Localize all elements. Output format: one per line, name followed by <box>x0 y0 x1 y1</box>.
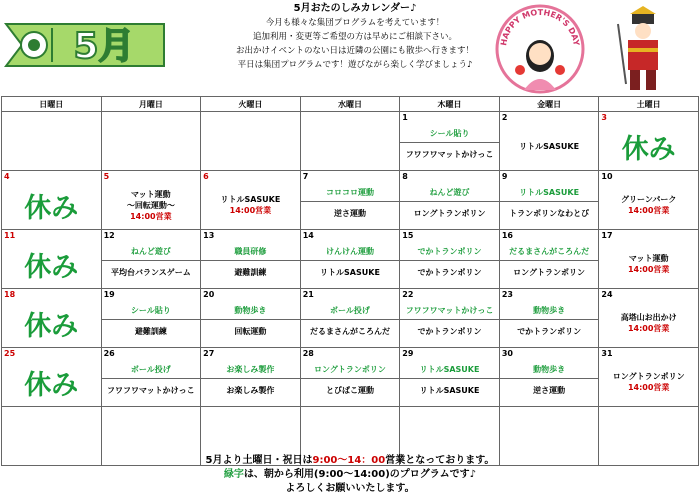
morning-program: 動物歩き <box>500 361 599 379</box>
banner-month-text: 5月 <box>73 26 135 67</box>
footer-line-2 <box>0 468 700 482</box>
business-hours-label: 14:00営業 <box>627 206 670 215</box>
calendar-table <box>1 96 699 466</box>
day-cell <box>300 348 400 407</box>
morning-program: 職員研修 <box>201 243 300 261</box>
program-label: マット運動 <box>628 254 669 263</box>
weekday-tue: 火曜日 <box>201 97 301 112</box>
note-line-1: 今月も様々な集団プログラムを考えています！ <box>265 18 445 28</box>
day-number: 10 <box>601 172 613 181</box>
day-number: 31 <box>601 349 613 358</box>
week-row <box>2 348 699 407</box>
day-cell <box>499 112 599 171</box>
day-program <box>599 181 698 229</box>
header-notes <box>230 2 480 72</box>
morning-program: リトルSASUKE <box>400 361 499 379</box>
day-cell <box>101 112 201 171</box>
day-number: 30 <box>501 349 513 358</box>
day-number: 24 <box>601 290 613 299</box>
day-program <box>201 181 300 229</box>
footer-line-1 <box>0 454 700 468</box>
day-cell <box>201 171 301 230</box>
weekday-sun: 日曜日 <box>2 97 102 112</box>
morning-program: ロングトランポリン <box>301 361 400 379</box>
weekday-sat: 土曜日 <box>599 97 699 112</box>
morning-program: ボール投げ <box>301 302 400 320</box>
morning-program: 動物歩き <box>201 302 300 320</box>
day-number: 17 <box>601 231 613 240</box>
day-number: 18 <box>4 290 16 299</box>
day-program <box>599 358 698 406</box>
day-cell <box>300 230 400 289</box>
day-cell <box>300 289 400 348</box>
program-label: グリーンパーク <box>621 195 677 204</box>
day-cell <box>599 230 699 289</box>
day-number: 3 <box>601 113 607 122</box>
day-cell <box>201 112 301 171</box>
day-number: 6 <box>203 172 209 181</box>
day-cell <box>201 348 301 407</box>
morning-program: リトルSASUKE <box>500 184 599 202</box>
koinobori-banner-icon <box>4 18 166 72</box>
closed-label: 休み <box>24 310 79 342</box>
day-program <box>102 181 201 229</box>
day-number: 29 <box>402 349 414 358</box>
day-program <box>599 299 698 347</box>
afternoon-program: ロングトランポリン <box>413 209 486 218</box>
day-cell <box>400 230 500 289</box>
week-row <box>2 171 699 230</box>
morning-program: けんけん運動 <box>301 243 400 261</box>
morning-program: 動物歩き <box>500 302 599 320</box>
day-cell <box>400 348 500 407</box>
day-number: 12 <box>103 231 115 240</box>
day-cell <box>400 112 500 171</box>
day-number: 8 <box>402 172 408 181</box>
day-cell <box>400 171 500 230</box>
day-number: 7 <box>302 172 309 181</box>
weekday-mon: 月曜日 <box>101 97 201 112</box>
morning-program: シール貼り <box>400 125 499 143</box>
day-number: 20 <box>203 290 215 299</box>
business-hours-label: 14:00営業 <box>627 324 670 333</box>
morning-program: でかトランポリン <box>400 243 499 261</box>
note-line-2: 追加利用・変更等ご希望の方は早めにご相談下さい。 <box>252 32 457 42</box>
day-number: 2 <box>501 113 508 122</box>
day-number: 25 <box>4 349 16 358</box>
afternoon-program: リトルSASUKE <box>419 386 480 395</box>
day-cell <box>499 171 599 230</box>
weekday-wed: 水曜日 <box>300 97 400 112</box>
afternoon-program: 逆さ運動 <box>333 209 366 218</box>
day-cell <box>2 348 102 407</box>
morning-program: ねんど遊び <box>102 243 201 261</box>
afternoon-program: でかトランポリン <box>517 327 582 336</box>
day-number: 9 <box>501 172 508 181</box>
header <box>0 0 700 96</box>
day-cell <box>499 230 599 289</box>
footer-line-1-a: 5月より土曜日・祝日は <box>205 455 313 466</box>
morning-program: シール貼り <box>102 302 201 320</box>
afternoon-program: フワフワマットかけっこ <box>405 150 494 159</box>
day-number: 28 <box>302 349 314 358</box>
afternoon-program: お楽しみ製作 <box>226 386 275 395</box>
afternoon-program: とびばこ運動 <box>325 386 374 395</box>
mothers-day-illustration-icon <box>494 4 586 94</box>
closed-label: 休み <box>24 369 79 401</box>
day-number: 14 <box>302 231 314 240</box>
week-row <box>2 230 699 289</box>
footer-line-2-b: は、朝から利用(9:00〜14:00)のプログラムです♪ <box>243 469 477 480</box>
closed-label: 休み <box>24 192 79 224</box>
morning-program: お楽しみ製作 <box>201 361 300 379</box>
day-number: 1 <box>402 113 408 122</box>
footer-line-3: よろしくお願いいたします。 <box>285 483 415 494</box>
day-cell <box>2 230 102 289</box>
afternoon-program: トランポリンなわとび <box>509 209 590 218</box>
day-program <box>500 122 599 170</box>
day-number: 11 <box>4 231 16 240</box>
day-cell <box>101 171 201 230</box>
day-program <box>599 240 698 288</box>
business-hours-label: 14:00営業 <box>627 265 670 274</box>
afternoon-program: だるまさんがころんだ <box>309 327 390 336</box>
day-number: 16 <box>501 231 513 240</box>
day-cell <box>499 289 599 348</box>
day-number: 4 <box>4 172 10 181</box>
weekday-fri: 金曜日 <box>499 97 599 112</box>
day-cell <box>201 289 301 348</box>
program-label: マット運動 〜回転運動〜 <box>126 189 175 210</box>
morning-program: ねんど遊び <box>400 184 499 202</box>
morning-program: フワフワマットかけっこ <box>400 302 499 320</box>
day-number: 23 <box>501 290 513 299</box>
business-hours-label: 14:00営業 <box>229 206 272 215</box>
day-cell <box>599 348 699 407</box>
program-label: リトルSASUKE <box>220 195 281 204</box>
afternoon-program: 回転運動 <box>234 327 267 336</box>
footer-line-1-c: 営業となっております。 <box>385 455 495 466</box>
note-line-3: お出かけイベントのない日は近隣の公園にも散歩へ行きます！ <box>235 46 474 56</box>
program-label: 高塔山お出かけ <box>620 313 677 322</box>
page-title: 5月おたのしみカレンダー♪ <box>293 3 417 14</box>
footer-notes <box>0 454 700 496</box>
day-cell <box>499 348 599 407</box>
note-line-4: 平日は集団プログラムです！遊びながら楽しく学びましょう♪ <box>237 60 473 70</box>
day-cell <box>101 230 201 289</box>
footer-hours: 9:00〜14：00 <box>312 455 386 466</box>
day-cell <box>101 289 201 348</box>
day-number: 27 <box>203 349 215 358</box>
day-cell <box>300 171 400 230</box>
day-number: 13 <box>203 231 215 240</box>
afternoon-program: 逆さ運動 <box>533 386 566 395</box>
afternoon-program: ロングトランポリン <box>513 268 586 277</box>
afternoon-program: でかトランポリン <box>417 268 482 277</box>
afternoon-program: でかトランポリン <box>417 327 482 336</box>
footer-green-word: 緑字 <box>223 469 244 480</box>
day-number: 22 <box>402 290 414 299</box>
day-number: 15 <box>402 231 414 240</box>
day-cell <box>599 171 699 230</box>
afternoon-program: 平均台バランスゲーム <box>110 268 191 277</box>
day-cell <box>599 289 699 348</box>
day-cell <box>300 112 400 171</box>
afternoon-program: フワフワマットかけっこ <box>107 386 195 395</box>
afternoon-program: 避難訓練 <box>234 268 267 277</box>
day-cell <box>400 289 500 348</box>
day-cell <box>2 171 102 230</box>
day-cell <box>201 230 301 289</box>
mothers-day-text: HAPPY MOTHER'S DAY <box>499 7 581 47</box>
business-hours-label: 14:00営業 <box>130 211 172 221</box>
afternoon-program: リトルSASUKE <box>320 268 380 277</box>
weekday-header-row <box>2 97 699 112</box>
closed-label: 休み <box>621 133 676 165</box>
day-number: 21 <box>302 290 314 299</box>
week-row <box>2 112 699 171</box>
day-cell <box>2 112 102 171</box>
calendar-body <box>2 112 699 466</box>
day-number: 19 <box>103 290 115 299</box>
day-cell <box>599 112 699 171</box>
morning-program: だるまさんがころんだ <box>500 243 599 261</box>
week-row <box>2 289 699 348</box>
day-number: 5 <box>103 172 110 181</box>
weekday-thu: 木曜日 <box>400 97 500 112</box>
day-cell <box>2 289 102 348</box>
program-label: リトルSASUKE <box>519 141 580 151</box>
program-label: ロングトランポリン <box>612 372 685 381</box>
samurai-armor-illustration-icon <box>612 4 674 96</box>
morning-program: コロコロ運動 <box>301 184 400 202</box>
afternoon-program: 避難訓練 <box>134 327 167 336</box>
morning-program: ボール投げ <box>102 361 201 379</box>
business-hours-label: 14:00営業 <box>627 383 670 392</box>
day-cell <box>101 348 201 407</box>
closed-label: 休み <box>24 251 79 283</box>
day-number: 26 <box>103 349 115 358</box>
